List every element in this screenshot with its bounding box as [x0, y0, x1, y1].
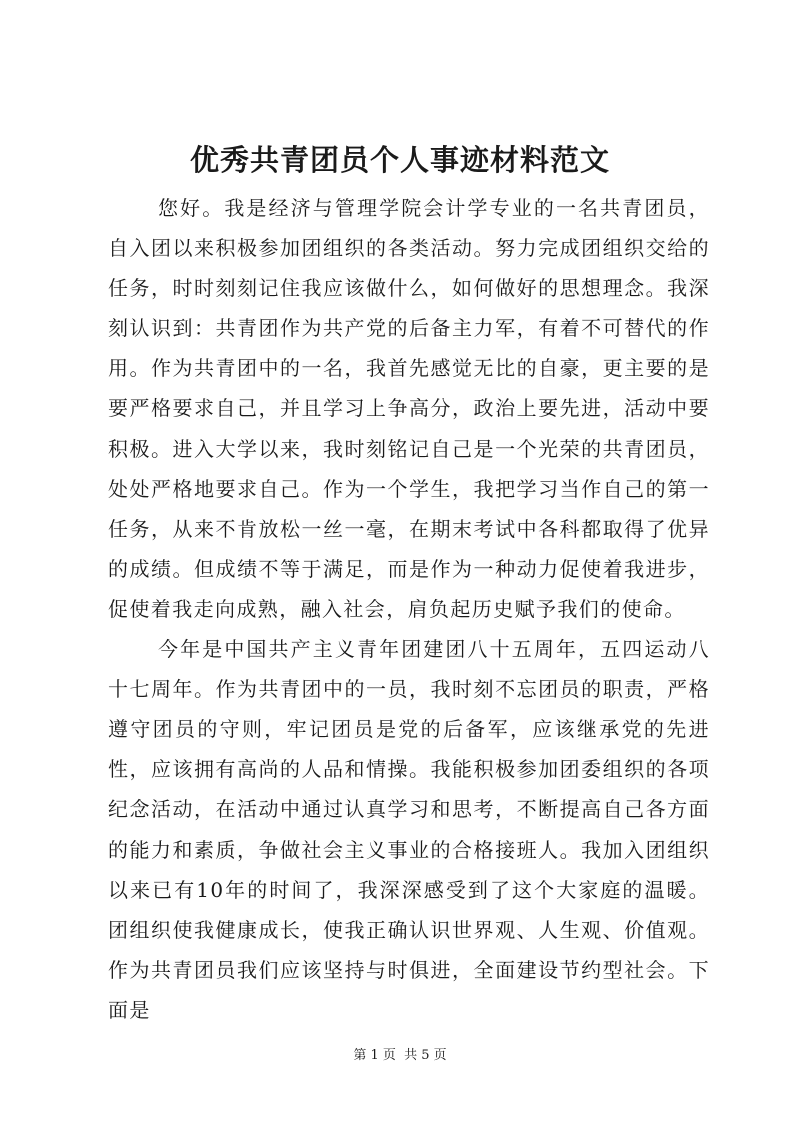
paragraph-2: 今年是中国共产主义青年团建团八十五周年，五四运动八十七周年。作为共青团中的一员，我时刻不忘团员的职责，严格遵守团员的守则，牢记团员是党的后备军，应该继承党的先进性，应该拥有高尚的人品和情操。我能积极参加团委组织的各项纪念活动，在活动中通过认真学习和思考，不断提高自己各方面的能力和素质，争做社会主义事业的合格接班人。我加入团组织以来已有10年的时间了，我深深感受到了这个大家庭的温暖。团组织使我健康成长，使我正确认识世界观、人生观、价值观。作为共青团员我们应该坚持与时俱进，全面建设节约型社会。下面是 [108, 637, 710, 1022]
current-page-number: 第 1 页 [353, 1048, 396, 1063]
page-footer [0, 1047, 800, 1065]
total-pages: 共 5 页 [404, 1048, 447, 1063]
paragraph-1: 您好。我是经济与管理学院会计学专业的一名共青团员，自入团以来积极参加团组织的各类活动。努力完成团组织交给的任务，时时刻刻记住我应该做什么，如何做好的思想理念。我深刻认识到：共青团作为共产党的后备主力军，有着不可替代的作用。作为共青团中的一名，我首先感觉无比的自豪，更主要的是要严格要求自己，并且学习上争高分，政治上要先进，活动中要积极。进入大学以来，我时刻铭记自己是一个光荣的共青团员，处处严格地要求自己。作为一个学生，我把学习当作自己的第一任务，从来不肯放松一丝一毫，在期末考试中各科都取得了优异的成绩。但成绩不等于满足，而是作为一种动力促使着我进步，促使着我走向成熟，融入社会，肩负起历史赋予我们的使命。 [108, 196, 710, 621]
document-body [108, 188, 710, 1030]
page-title: 优秀共青团员个人事迹材料范文 [189, 143, 610, 177]
